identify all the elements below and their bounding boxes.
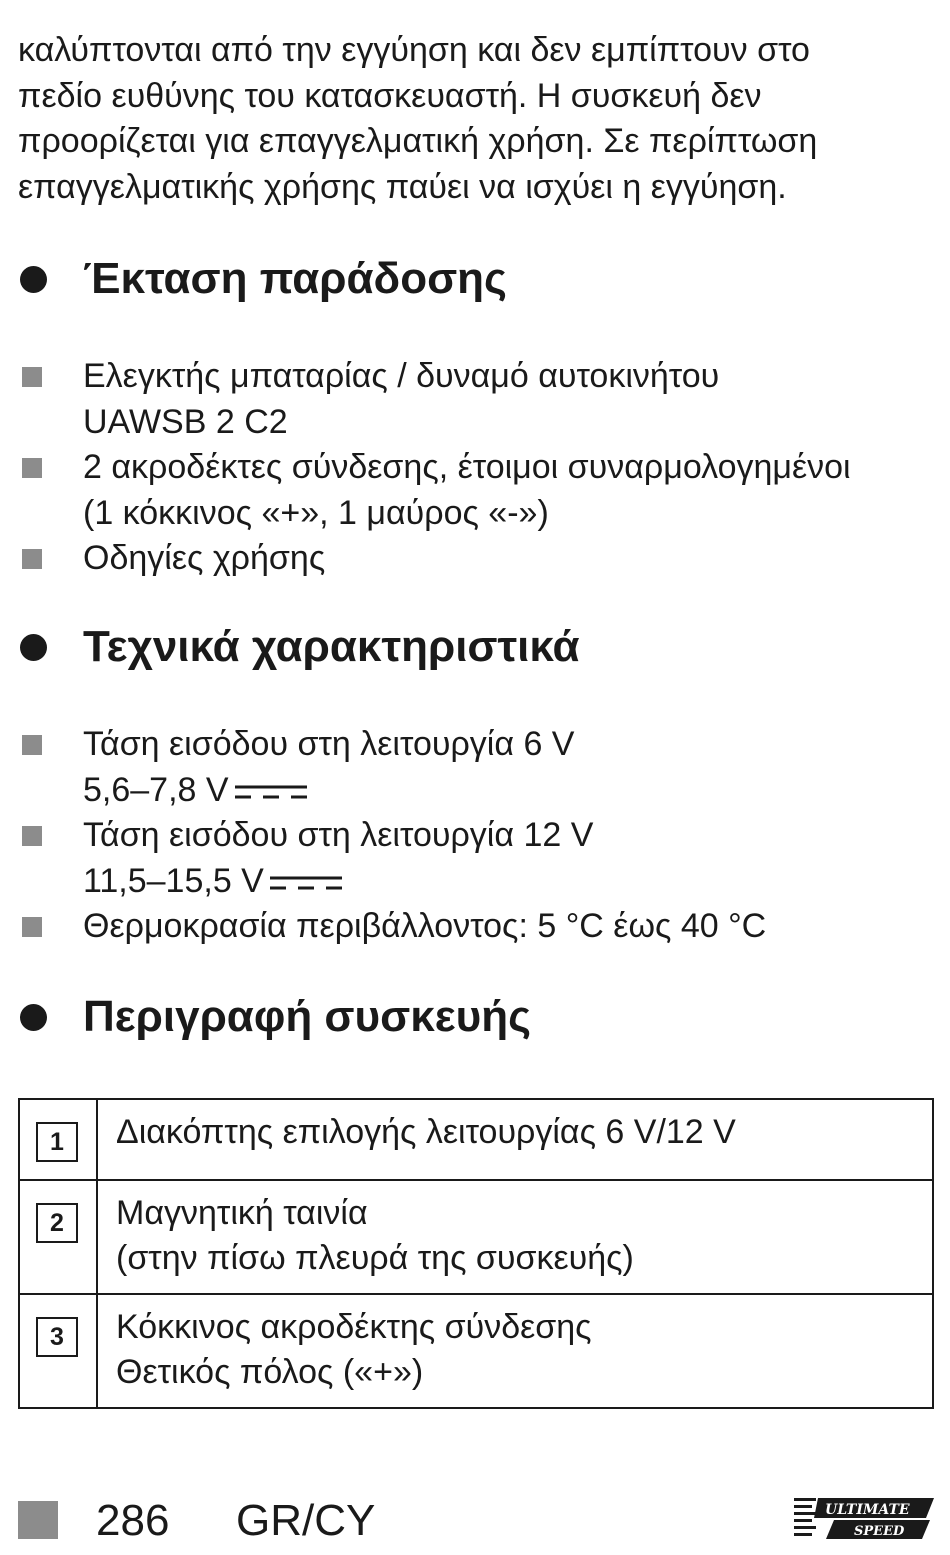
list-item-line: Οδηγίες χρήσης <box>83 539 326 577</box>
voltage-range-text: 11,5–15,5 V <box>83 861 264 900</box>
intro-paragraph <box>18 28 933 210</box>
list-item <box>20 536 851 582</box>
list-item-line <box>83 859 766 905</box>
voltage-range-text: 5,6–7,8 V <box>83 770 229 809</box>
heading-bullet-icon <box>20 1004 47 1031</box>
table-text-cell <box>97 1294 933 1408</box>
list-item <box>20 445 851 536</box>
section-heading-device-description <box>20 992 531 1042</box>
footer-square-icon <box>18 1501 58 1539</box>
square-bullet-icon <box>22 826 42 846</box>
device-description-table <box>18 1098 934 1409</box>
list-item-line: Ελεγκτής μπαταρίας / δυναμό αυτοκινήτου <box>83 357 720 395</box>
ultimate-speed-logo-icon <box>794 1495 936 1541</box>
list-item <box>20 904 766 950</box>
item-number-badge: 1 <box>36 1122 78 1162</box>
intro-line: πεδίο ευθύνης του κατασκευαστή. Η συσκευή δεν <box>18 76 762 115</box>
section-heading-scope-of-delivery <box>20 254 507 304</box>
list-item <box>20 722 766 813</box>
item-number-badge: 2 <box>36 1203 78 1243</box>
intro-line: επαγγελματικής χρήσης παύει να ισχύει η εγγύηση. <box>18 167 787 206</box>
list-item-line <box>83 768 766 814</box>
table-row <box>19 1294 933 1408</box>
direct-current-icon <box>235 784 307 800</box>
square-bullet-icon <box>22 458 42 478</box>
table-row <box>19 1180 933 1294</box>
heading-bullet-icon <box>20 266 47 293</box>
svg-text:ULTIMATE: ULTIMATE <box>825 1502 910 1518</box>
list-item-line: (1 κόκκινος «+», 1 μαύρος «-») <box>83 493 549 532</box>
table-cell-line: Θετικός πόλος («+») <box>116 1353 424 1391</box>
list-item-line: Θερμοκρασία περιβάλλοντος: 5 °C έως 40 °C <box>83 907 767 945</box>
scope-of-delivery-list <box>20 354 851 582</box>
list-item <box>20 813 766 904</box>
table-cell-line: Μαγνητική ταινία <box>116 1194 368 1232</box>
table-number-cell <box>19 1099 97 1180</box>
intro-line: προορίζεται για επαγγελματική χρήση. Σε περίπτωση <box>18 122 818 160</box>
table-cell-line: Διακόπτης επιλογής λειτουργίας 6 V/12 V <box>116 1113 736 1151</box>
square-bullet-icon <box>22 917 42 937</box>
svg-text:SPEED: SPEED <box>854 1524 905 1539</box>
list-item-line: 2 ακροδέκτες σύνδεσης, έτοιμοι συναρμολογημένοι <box>83 448 851 486</box>
table-text-cell <box>97 1180 933 1294</box>
item-number-badge: 3 <box>36 1317 78 1357</box>
page-number: 286 <box>96 1496 170 1545</box>
table-row <box>19 1099 933 1180</box>
direct-current-icon <box>270 875 342 891</box>
section-heading-text: Έκταση παράδοσης <box>83 254 507 303</box>
table-number-cell <box>19 1294 97 1408</box>
square-bullet-icon <box>22 549 42 569</box>
table-number-cell <box>19 1180 97 1294</box>
page-footer <box>18 1495 936 1555</box>
list-item-line: Τάση εισόδου στη λειτουργία 12 V <box>83 816 594 854</box>
region-code: GR/CY <box>236 1496 376 1545</box>
square-bullet-icon <box>22 735 42 755</box>
heading-bullet-icon <box>20 634 47 661</box>
section-heading-text: Τεχνικά χαρακτηριστικά <box>83 622 580 671</box>
square-bullet-icon <box>22 367 42 387</box>
list-item-line: UAWSB 2 C2 <box>83 402 288 441</box>
section-heading-text: Περιγραφή συσκευής <box>83 992 532 1041</box>
list-item <box>20 354 851 445</box>
table-cell-line: Κόκκινος ακροδέκτης σύνδεσης <box>116 1308 592 1346</box>
technical-data-list <box>20 722 766 950</box>
table-text-cell <box>97 1099 933 1180</box>
section-heading-technical-data <box>20 622 580 672</box>
intro-line: καλύπτονται από την εγγύηση και δεν εμπίπτουν στο <box>18 31 810 69</box>
table-cell-line: (στην πίσω πλευρά της συσκευής) <box>116 1239 634 1277</box>
list-item-line: Τάση εισόδου στη λειτουργία 6 V <box>83 725 575 763</box>
